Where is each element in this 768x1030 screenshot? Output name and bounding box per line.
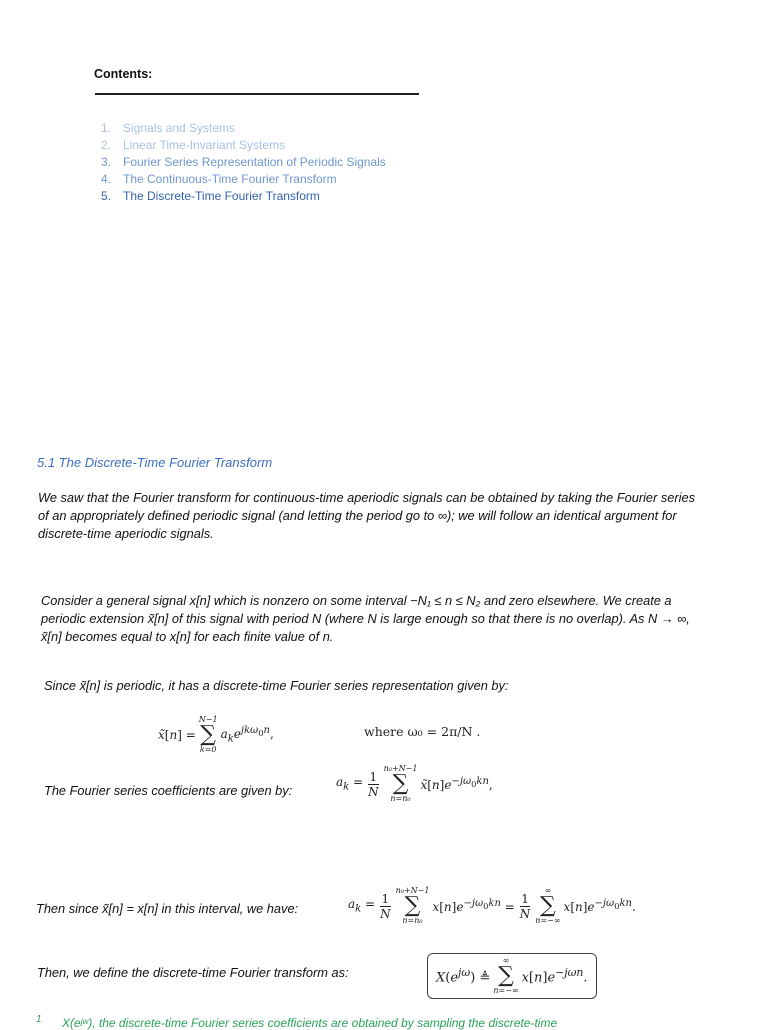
interval-label: Then since x̃[n] = x[n] in this interval, we have:	[36, 901, 299, 916]
toc-item-label: Signals and Systems	[123, 121, 236, 135]
interval-equation: $a_k$ = $\frac{1}{N}$ n₀+N−1 ∑ n=n₀ $x[n]e^{-j\omega_0kn}$ = $\frac{1}{N}$ ∞ ∑ n=−∞ $x[n]e^{-j\omega_0kn}$.	[348, 886, 636, 925]
section-heading: 5.1 The Discrete-Time Fourier Transform	[37, 455, 273, 470]
toc-item-label: The Discrete-Time Fourier Transform	[123, 189, 320, 203]
footnote-marker: 1	[36, 1014, 42, 1025]
toc-item-label: The Continuous-Time Fourier Transform	[123, 172, 337, 186]
contents-title: Contents:	[94, 67, 153, 81]
footnote	[36, 1014, 557, 1030]
signal-paragraph: Consider a general signal x[n] which is nonzero on some interval −N₁ ≤ n ≤ N₂ and zero elsewhere. We create a periodic extension x̃[n] of this signal with period N (where N is large enough so that there is no overlap). As N → ∞, x̃[n] becomes equal to x[n] for each finite value of n.	[41, 593, 690, 644]
periodic-paragraph: Since x̃[n] is periodic, it has a discrete-time Fourier series representation given by:	[44, 678, 509, 693]
toc-item-fourier-series[interactable]: 3. Fourier Series Representation of Periodic Signals	[101, 155, 386, 169]
coefficient-label: The Fourier series coefficients are given by:	[44, 783, 293, 798]
toc-item-lti-systems[interactable]: 2. Linear Time-Invariant Systems	[101, 138, 286, 152]
footnote-text: X(eʲʷ), the discrete-time Fourier series coefficients are obtained by sampling the discrete-time	[62, 1016, 558, 1030]
contents-divider	[95, 93, 419, 95]
fourier-series-equation: x̃[n] = N−1 ∑ k=0 $a_ke^{jk\omega_0n}$,	[158, 715, 274, 754]
intro-paragraph: We saw that the Fourier transform for continuous-time aperiodic signals can be obtained by taking the Fourier series of an appropriately defined periodic signal (and letting the period go to ∞); we will follow an identical argument for discrete-time aperiodic signals.	[38, 490, 695, 541]
toc-item-ct-fourier-transform[interactable]: 4. The Continuous-Time Fourier Transform	[101, 172, 337, 186]
table-of-contents	[101, 120, 386, 205]
toc-item-signals-and-systems[interactable]: 1. Signals and Systems	[101, 121, 236, 135]
coefficient-equation: $a_k$ = $\frac{1}{N}$ n₀+N−1 ∑ n=n₀ $x̃[n]e^{-j\omega_0kn}$,	[336, 764, 493, 803]
dtft-definition-equation: $X(e^{j\omega})$ ≜ ∞ ∑ n=−∞ $x[n]e^{-j\omega n}$.	[427, 953, 597, 999]
toc-item-label: Linear Time-Invariant Systems	[123, 138, 286, 152]
toc-item-dt-fourier-transform[interactable]: 5. The Discrete-Time Fourier Transform	[101, 189, 320, 203]
dtft-definition-label: Then, we define the discrete-time Fourier transform as:	[37, 965, 349, 980]
omega-definition: where ω₀ = 2π/N .	[364, 724, 481, 739]
toc-item-label: Fourier Series Representation of Periodic Signals	[123, 155, 386, 169]
